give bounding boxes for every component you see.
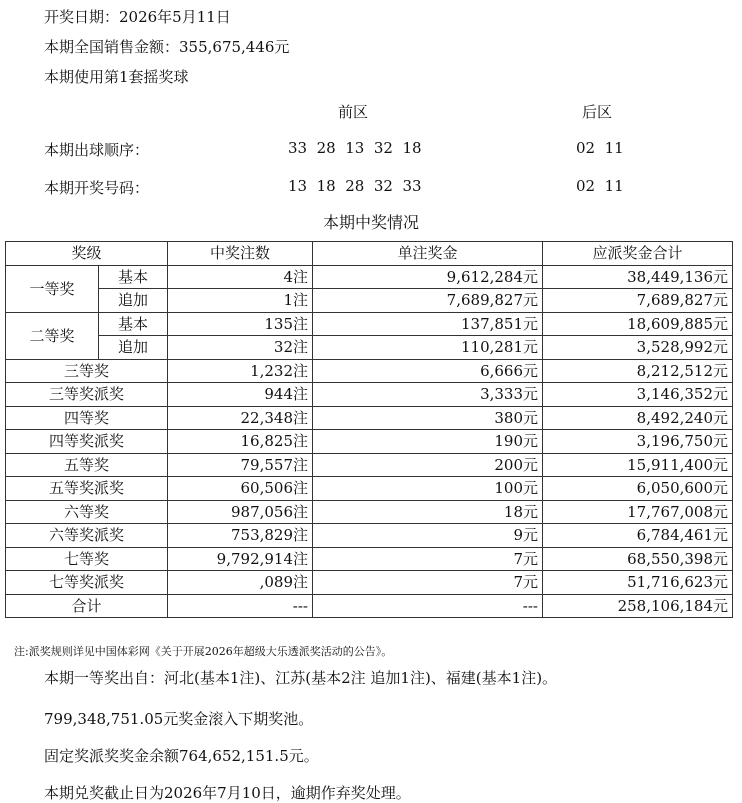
sales-amount: 本期全国销售金额：355,675,446元 — [44, 38, 290, 56]
prize-table — [5, 241, 733, 618]
table-row — [6, 359, 733, 383]
count-cell: 944注 — [168, 383, 313, 407]
total-cell: 17,767,008元 — [543, 500, 733, 524]
single-cell: 7,689,827元 — [313, 289, 543, 313]
basic-label: 基本 — [99, 265, 168, 289]
count-cell: 16,825注 — [168, 430, 313, 454]
table-row — [6, 312, 733, 336]
table-row — [6, 383, 733, 407]
second-prize-label: 二等奖 — [6, 312, 99, 359]
table-row — [6, 547, 733, 571]
result-front: 13 18 28 32 33 — [288, 177, 422, 195]
single-cell: 3,333元 — [313, 383, 543, 407]
total-cell: 3,146,352元 — [543, 383, 733, 407]
table-row — [6, 477, 733, 501]
first-prize-label: 一等奖 — [6, 265, 99, 312]
count-cell: 1,232注 — [168, 359, 313, 383]
extra-label: 追加 — [99, 289, 168, 313]
level-cell: 三等奖 — [6, 359, 168, 383]
total-cell: 8,492,240元 — [543, 406, 733, 430]
single-cell: 9,612,284元 — [313, 265, 543, 289]
level-cell: 三等奖派奖 — [6, 383, 168, 407]
front-zone-label: 前区 — [338, 103, 369, 121]
total-cell: 51,716,623元 — [543, 571, 733, 595]
single-cell: 100元 — [313, 477, 543, 501]
extra-label: 追加 — [99, 336, 168, 360]
draw-order-label: 本期出球顺序： — [44, 141, 150, 159]
count-cell: 79,557注 — [168, 453, 313, 477]
result-back: 02 11 — [576, 177, 624, 195]
total-single: --- — [313, 594, 543, 618]
level-cell: 六等奖派奖 — [6, 524, 168, 548]
total-cell: 15,911,400元 — [543, 453, 733, 477]
draw-order-back: 02 11 — [576, 139, 624, 157]
table-row — [6, 336, 733, 360]
header-level: 奖级 — [6, 242, 168, 266]
ball-set: 本期使用第1套摇奖球 — [44, 68, 189, 86]
level-cell: 六等奖 — [6, 500, 168, 524]
rules-note: 注:派奖规则详见中国体彩网《关于开展2026年超级大乐透派奖活动的公告》。 — [14, 645, 393, 658]
single-cell: 6,666元 — [313, 359, 543, 383]
single-cell: 110,281元 — [313, 336, 543, 360]
total-cell: 38,449,136元 — [543, 265, 733, 289]
single-cell: 380元 — [313, 406, 543, 430]
draw-order-front: 33 28 13 32 18 — [288, 139, 422, 157]
count-cell: 4注 — [168, 265, 313, 289]
count-cell: 753,829注 — [168, 524, 313, 548]
total-cell: 18,609,885元 — [543, 312, 733, 336]
table-row — [6, 430, 733, 454]
header-total: 应派奖金合计 — [543, 242, 733, 266]
single-cell: 190元 — [313, 430, 543, 454]
total-cell: 6,050,600元 — [543, 477, 733, 501]
header-single: 单注奖金 — [313, 242, 543, 266]
table-caption: 本期中奖情况 — [322, 213, 419, 232]
count-cell: 1注 — [168, 289, 313, 313]
total-cell: 7,689,827元 — [543, 289, 733, 313]
total-amount: 258,106,184元 — [543, 594, 733, 618]
total-cell: 3,196,750元 — [543, 430, 733, 454]
table-row — [6, 289, 733, 313]
level-cell: 五等奖 — [6, 453, 168, 477]
count-cell: 60,506注 — [168, 477, 313, 501]
count-cell: 9,792,914注 — [168, 547, 313, 571]
single-cell: 137,851元 — [313, 312, 543, 336]
table-row — [6, 453, 733, 477]
single-cell: 18元 — [313, 500, 543, 524]
level-cell: 七等奖 — [6, 547, 168, 571]
first-prize-origin: 本期一等奖出自：河北(基本1注)、江苏(基本2注 追加1注)、福建(基本1注)。 — [44, 669, 558, 687]
table-total-row — [6, 594, 733, 618]
single-cell: 7元 — [313, 547, 543, 571]
rollover-amount: 799,348,751.05元奖金滚入下期奖池。 — [44, 710, 314, 728]
claim-deadline: 本期兑奖截止日为2026年7月10日，逾期作弃奖处理。 — [44, 784, 411, 802]
fixed-pool-balance: 固定奖派奖奖金余额764,652,151.5元。 — [44, 747, 319, 765]
count-cell: 135注 — [168, 312, 313, 336]
draw-date: 开奖日期：2026年5月11日 — [44, 8, 231, 26]
level-cell: 四等奖派奖 — [6, 430, 168, 454]
level-cell: 七等奖派奖 — [6, 571, 168, 595]
count-cell: 22,348注 — [168, 406, 313, 430]
table-row — [6, 265, 733, 289]
total-cell: 8,212,512元 — [543, 359, 733, 383]
total-cell: 68,550,398元 — [543, 547, 733, 571]
result-label: 本期开奖号码： — [44, 179, 150, 197]
table-row — [6, 571, 733, 595]
count-cell: 32注 — [168, 336, 313, 360]
header-count: 中奖注数 — [168, 242, 313, 266]
single-cell: 200元 — [313, 453, 543, 477]
table-row — [6, 500, 733, 524]
single-cell: 9元 — [313, 524, 543, 548]
level-cell: 四等奖 — [6, 406, 168, 430]
count-cell: 987,056注 — [168, 500, 313, 524]
total-level: 合计 — [6, 594, 168, 618]
basic-label: 基本 — [99, 312, 168, 336]
total-cell: 3,528,992元 — [543, 336, 733, 360]
total-cell: 6,784,461元 — [543, 524, 733, 548]
count-cell: ,089注 — [168, 571, 313, 595]
level-cell: 五等奖派奖 — [6, 477, 168, 501]
single-cell: 7元 — [313, 571, 543, 595]
table-header-row — [6, 242, 733, 266]
table-row — [6, 524, 733, 548]
total-count: --- — [168, 594, 313, 618]
back-zone-label: 后区 — [582, 103, 613, 121]
table-row — [6, 406, 733, 430]
